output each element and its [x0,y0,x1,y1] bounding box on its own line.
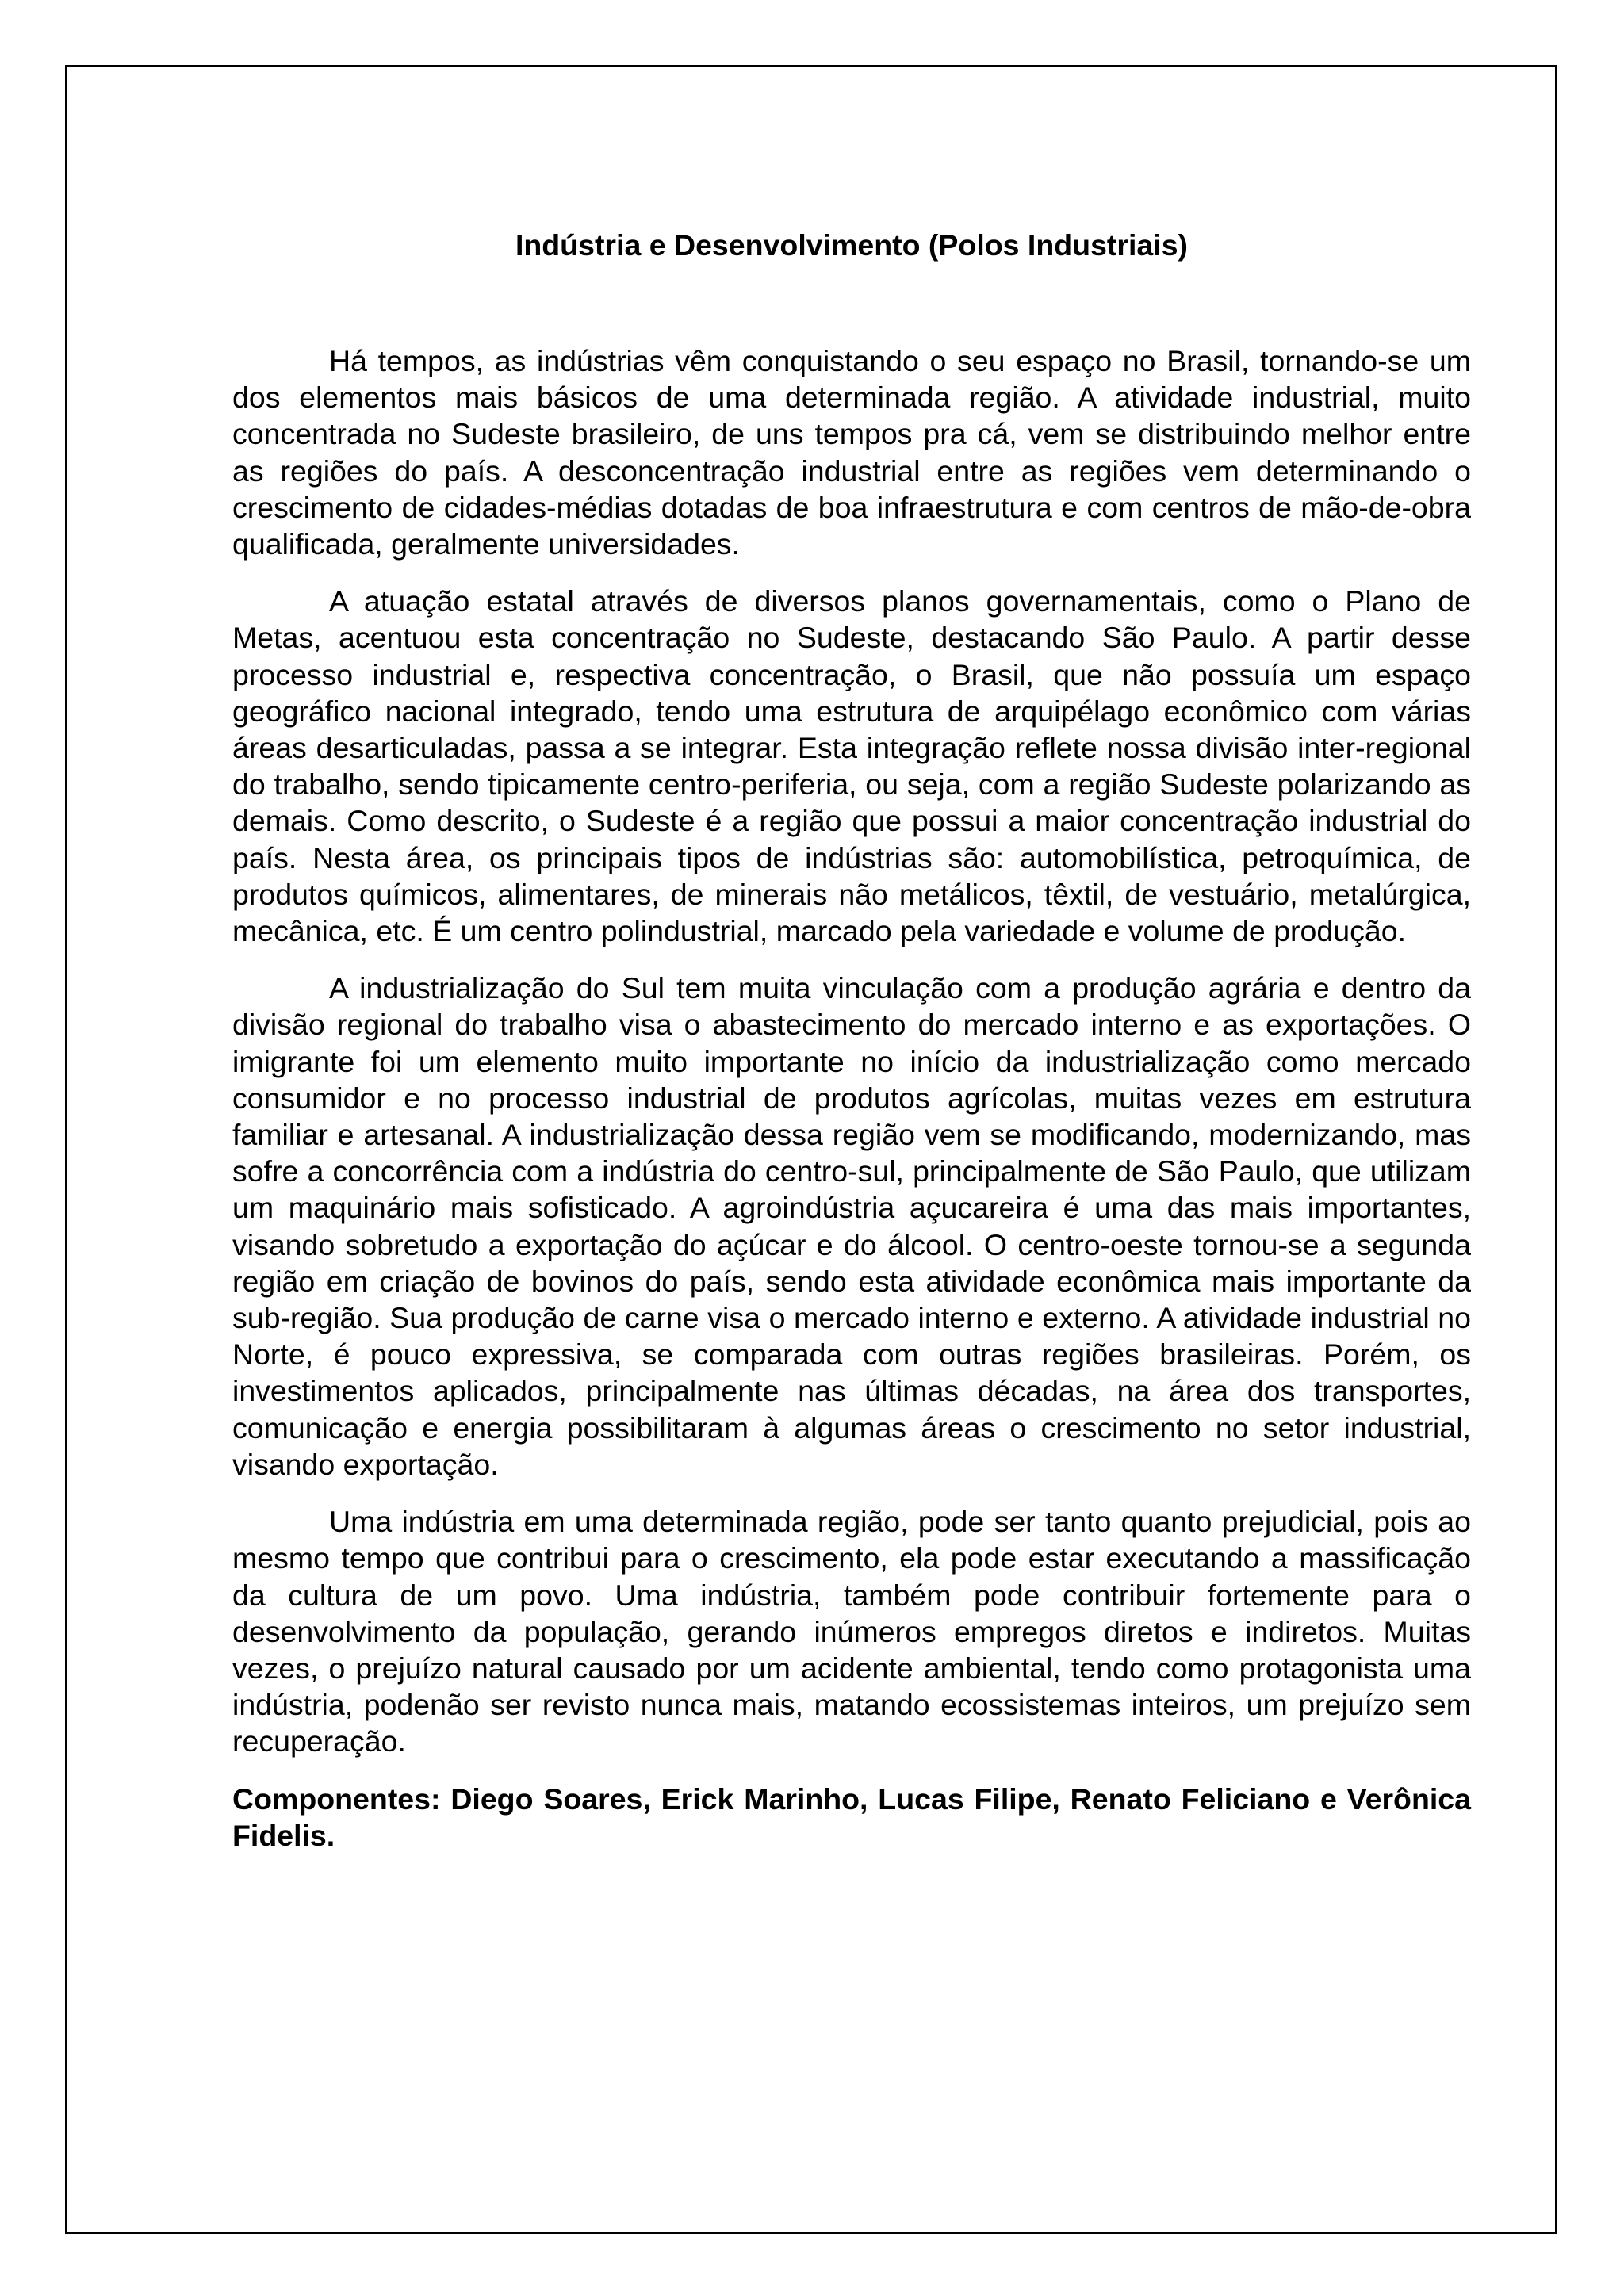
document-title: Indústria e Desenvolvimento (Polos Industriais) [515,228,1189,262]
paragraph-4: Uma indústria em uma determinada região, pode ser tanto quanto prejudicial, pois ao mesmo tempo que contribui para o crescimento, ela pode estar executando a massificação da cultura de um povo. Uma indústria, também pode contribuir fortemente para o desenvolvimento da população, gerando inúmeros empregos diretos e indiretos. Muitas vezes, o prejuízo natural causado por um acidente ambiental, tendo como protagonista uma indústria, podenão ser revisto nunca mais, matando ecossistemas inteiros, um prejuízo sem recuperação. [232,1505,1471,1758]
paragraph-2: A atuação estatal através de diversos planos governamentais, como o Plano de Metas, acentuou esta concentração no Sudeste, destacando São Paulo. A partir desse processo industrial e, respectiva concentração, o Brasil, que não possuía um espaço geográfico nacional integrado, tendo uma estrutura de arquipélago econômico com várias áreas desarticuladas, passa a se integrar. Esta integração reflete nossa divisão inter-regional do trabalho, sendo tipicamente centro-periferia, ou seja, com a região Sudeste polarizando as demais. Como descrito, o Sudeste é a região que possui a maior concentração industrial do país. Nesta área, os principais tipos de indústrias são: automobilística, petroquímica, de produtos químicos, alimentares, de minerais não metálicos, têxtil, de vestuário, metalúrgica, mecânica, etc. É um centro polindustrial, marcado pela variedade e volume de produção. [232,584,1471,948]
paragraph-1: Há tempos, as indústrias vêm conquistando o seu espaço no Brasil, tornando-se um dos elementos mais básicos de uma determinada região. A atividade industrial, muito concentrada no Sudeste brasileiro, de uns tempos pra cá, vem se distribuindo melhor entre as regiões do país. A desconcentração industrial entre as regiões vem determinando o crescimento de cidades-médias dotadas de boa infraestrutura e com centros de mão-de-obra qualificada, geralmente universidades. [232,344,1471,561]
document-body [232,227,1471,1854]
components-credits: Componentes: Diego Soares, Erick Marinho, Lucas Filipe, Renato Feliciano e Verônica Fidelis. [232,1781,1471,1852]
paragraph-3: A industrialização do Sul tem muita vinculação com a produção agrária e dentro da divisão regional do trabalho visa o abastecimento do mercado interno e as exportações. O imigrante foi um elemento muito importante no início da industrialização como mercado consumidor e no processo industrial de produtos agrícolas, muitas vezes em estrutura familiar e artesanal. A industrialização dessa região vem se modificando, modernizando, mas sofre a concorrência com a indústria do centro-sul, principalmente de São Paulo, que utilizam um maquinário mais sofisticado. A agroindústria açucareira é uma das mais importantes, visando sobretudo a exportação do açúcar e do álcool. O centro-oeste tornou-se a segunda região em criação de bovinos do país, sendo esta atividade econômica mais importante da sub-região. Sua produção de carne visa o mercado interno e externo. A atividade industrial no Norte, é pouco expressiva, se comparada com outras regiões brasileiras. Porém, os investimentos aplicados, principalmente nas últimas décadas, na área dos transportes, comunicação e energia possibilitaram à algumas áreas o crescimento no setor industrial, visando exportação. [232,971,1471,1481]
